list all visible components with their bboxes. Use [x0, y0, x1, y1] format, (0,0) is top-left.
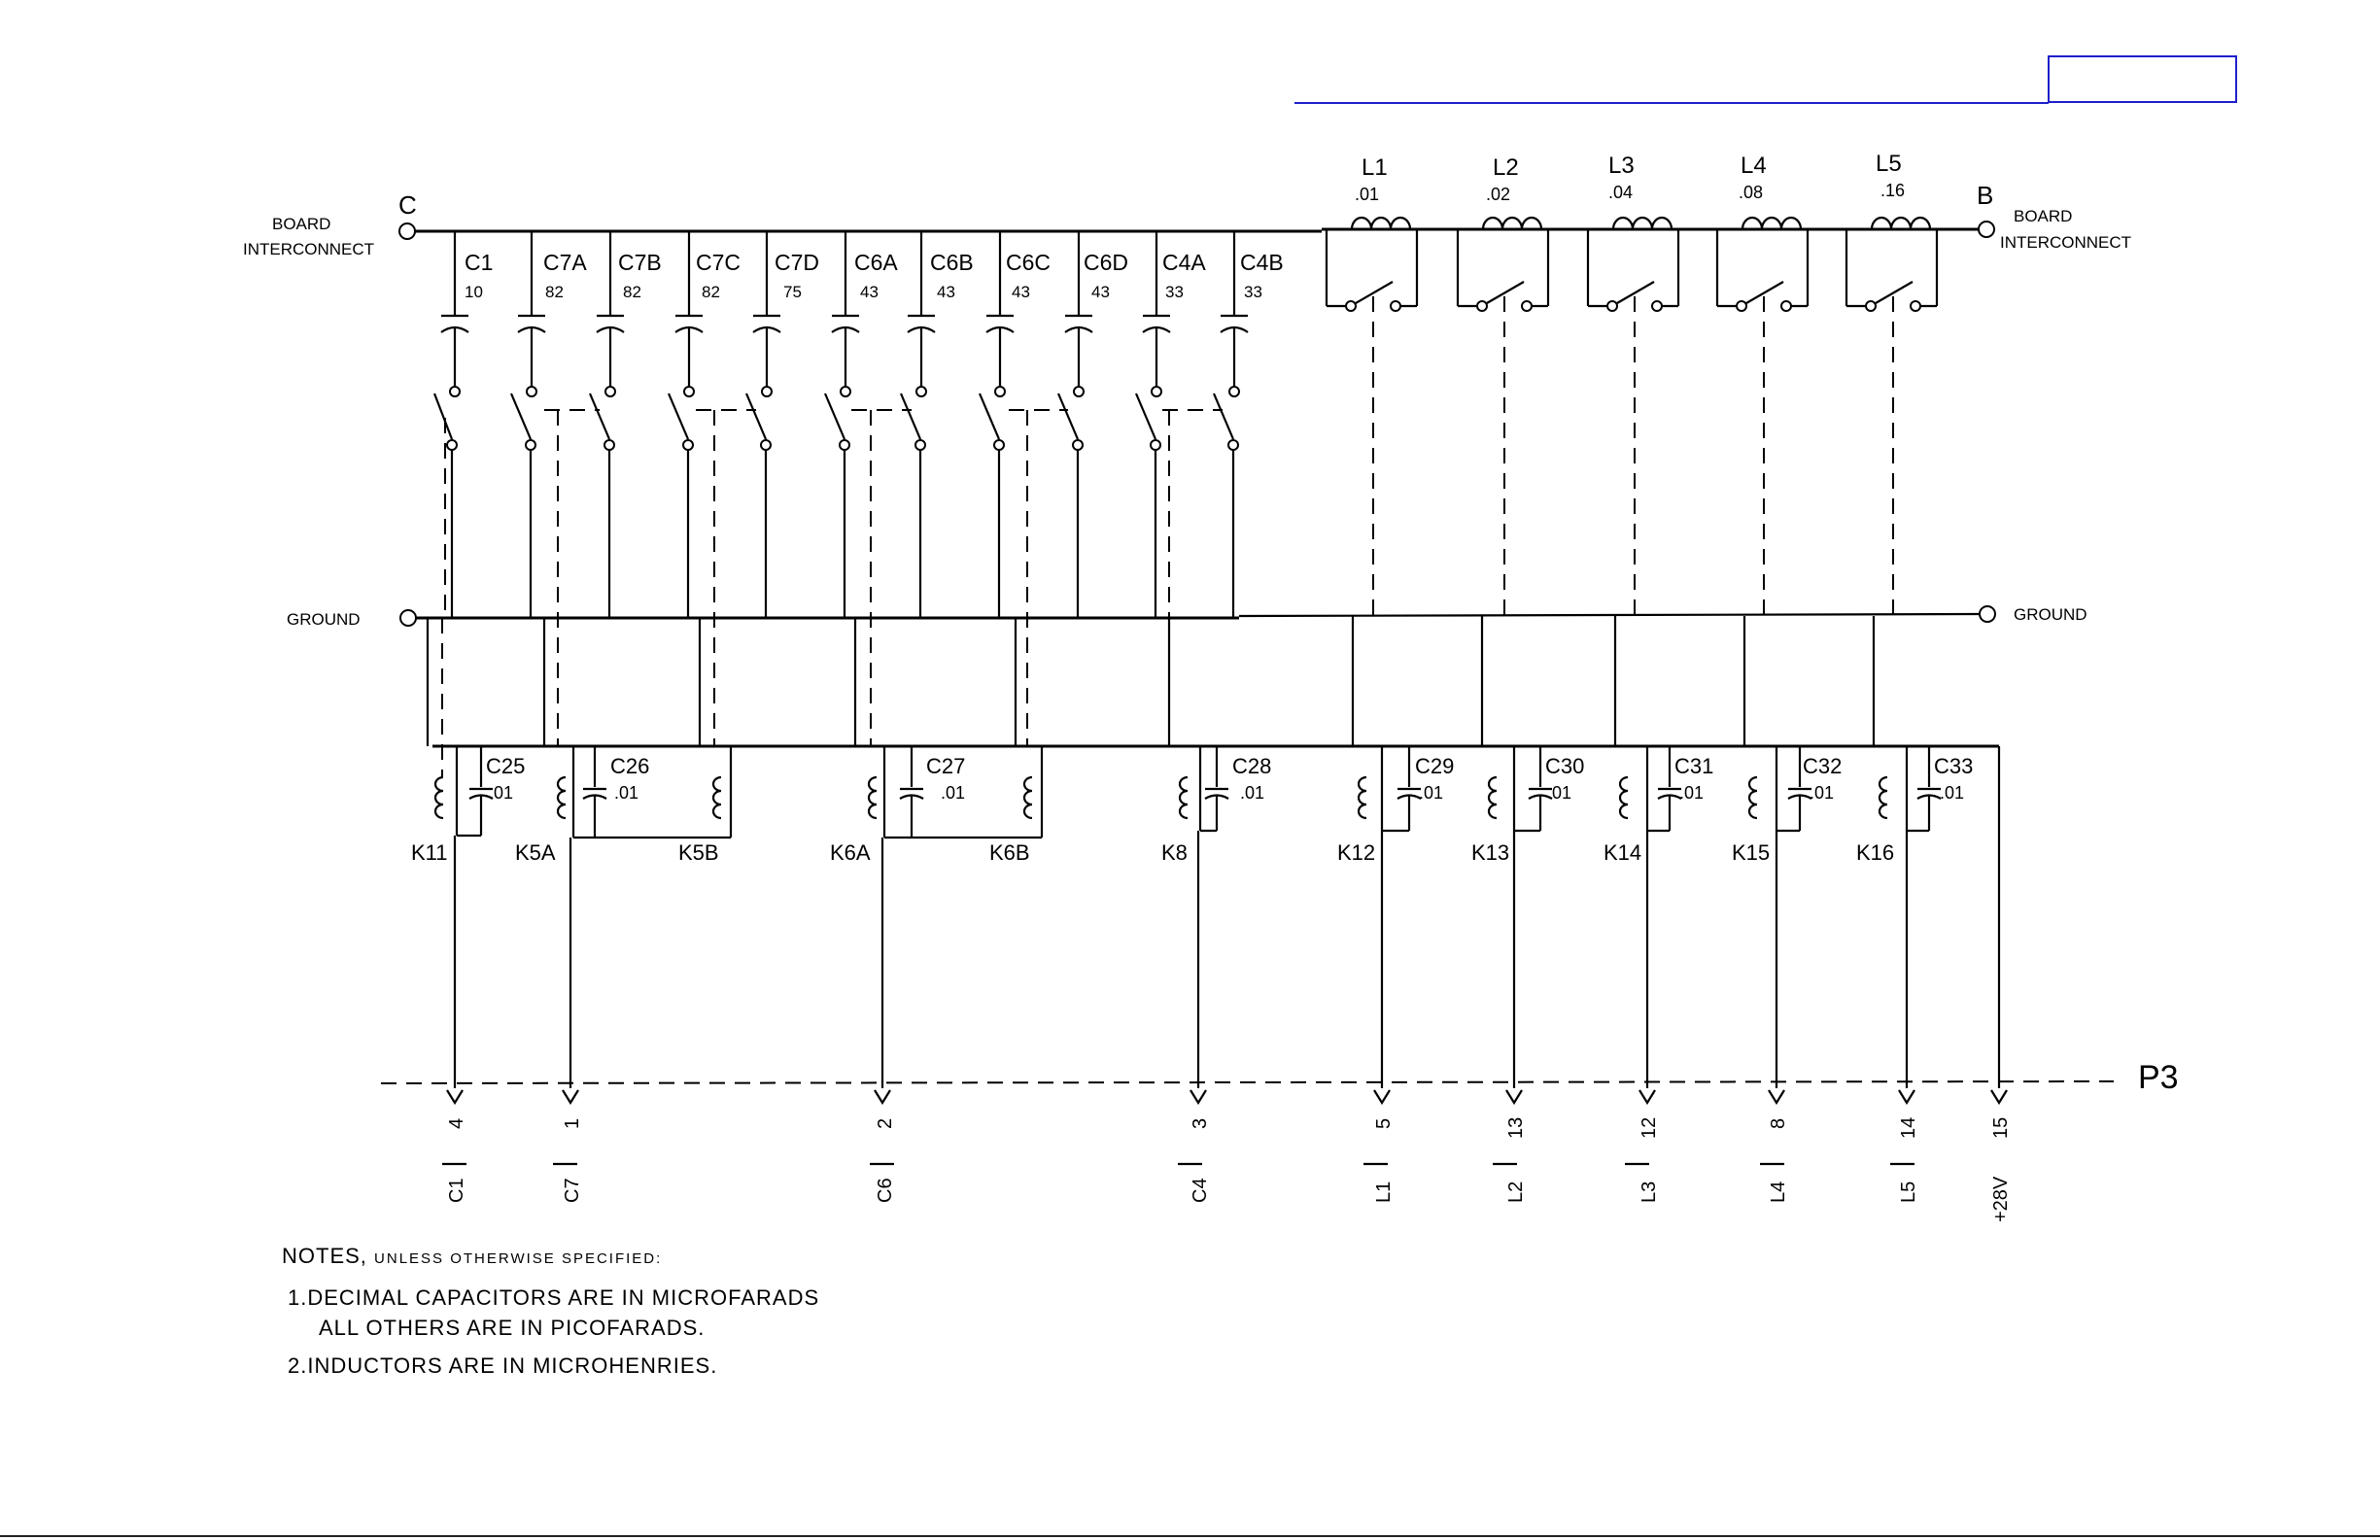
relay-k16 [1856, 616, 1973, 1088]
cap-value-c4a: 33 [1165, 283, 1184, 301]
cap-ref-c6d: C6D [1084, 250, 1129, 275]
relay-cap-value-c27: .01 [941, 783, 966, 803]
pin-number-3: 3 [1190, 1117, 1211, 1129]
capacitor-c7a [511, 231, 587, 618]
cap-ref-c7d: C7D [775, 250, 820, 275]
capacitor-c6b [851, 231, 974, 746]
relay-cap-ref-c25: C25 [486, 754, 526, 778]
relay-ref-k14: K14 [1604, 840, 1642, 865]
notes-heading [282, 1244, 819, 1269]
relay-bank [411, 616, 1999, 1088]
notes-line-1: 1.DECIMAL CAPACITORS ARE IN MICROFARADS [288, 1285, 820, 1310]
capacitor-c1 [434, 231, 493, 618]
terminal-ground-left [400, 610, 416, 626]
pin-number-15: 15 [1990, 1116, 2012, 1139]
capacitor-c7c [669, 231, 741, 618]
ind-ref-l4: L4 [1741, 153, 1767, 179]
ind-ref-l1: L1 [1362, 154, 1388, 181]
relay-cap-ref-c27: C27 [926, 754, 966, 778]
pin-number-1: 1 [562, 1117, 583, 1129]
capacitor-c6a [825, 231, 898, 618]
pin-signal-l4: L4 [1768, 1181, 1789, 1203]
notes-heading-main: NOTES, [282, 1244, 367, 1268]
cap-ref-c4b: C4B [1240, 250, 1284, 275]
pin-signal-c1: C1 [446, 1178, 467, 1203]
pin-number-8: 8 [1768, 1117, 1789, 1129]
ind-ref-l5: L5 [1876, 151, 1902, 177]
cap-value-c7a: 82 [545, 283, 564, 301]
notes-line-1b: ALL OTHERS ARE IN PICOFARADS. [319, 1316, 706, 1340]
pin-signal-c4: C4 [1190, 1178, 1211, 1203]
capacitor-c6c [980, 231, 1051, 618]
pin-4-c1 [442, 1090, 467, 1203]
relay-cap-ref-c33: C33 [1934, 754, 1974, 778]
pin-13-l2 [1493, 1090, 1527, 1203]
cap-value-c6b: 43 [937, 283, 955, 301]
relay-cap-ref-c32: C32 [1803, 754, 1843, 778]
pin-2-c6 [870, 1090, 896, 1203]
relay-cap-ref-c30: C30 [1545, 754, 1585, 778]
inductor-bank [1327, 151, 1937, 618]
pin-5-l1 [1363, 1090, 1395, 1203]
capacitor-bank [434, 231, 1284, 746]
cap-ref-c6a: C6A [854, 250, 898, 275]
capacitor-c4a [1136, 231, 1206, 618]
cap-ref-c7c: C7C [696, 250, 742, 275]
ind-value-l2: .02 [1486, 185, 1511, 204]
pin-signal-l1: L1 [1373, 1181, 1395, 1203]
relay-k6 [830, 618, 1042, 1088]
pin-number-13: 13 [1505, 1116, 1527, 1139]
relay-ref-k8: K8 [1161, 840, 1188, 865]
capacitor-c7d [696, 231, 819, 746]
pin-number-5: 5 [1373, 1117, 1395, 1129]
pin-3-c4 [1178, 1090, 1211, 1203]
relay-ref-k11: K11 [411, 840, 448, 865]
capacitor-c6d [1009, 231, 1128, 746]
right-interconnect-label: INTERCONNECT [2000, 233, 2132, 252]
notes-heading-qualifier: UNLESS OTHERWISE SPECIFIED: [374, 1250, 663, 1267]
pin-15-28v [1990, 1090, 2012, 1222]
cap-ref-c6b: C6B [930, 250, 974, 275]
relay-k14 [1604, 616, 1713, 1088]
left-board-label: BOARD [272, 215, 331, 233]
relay-cap-value-c28: .01 [1240, 783, 1265, 803]
relay-ref-k6a: K6A [830, 840, 871, 865]
relay-ref-k13: K13 [1471, 840, 1510, 865]
connector-p3-boundary [381, 1081, 2114, 1083]
cap-value-c1: 10 [465, 283, 483, 301]
pin-number-12: 12 [1638, 1116, 1660, 1139]
relay-cap-ref-c29: C29 [1415, 754, 1455, 778]
cap-ref-c7a: C7A [543, 250, 587, 275]
notes-line-2: 2.INDUCTORS ARE IN MICROHENRIES. [288, 1353, 718, 1378]
relay-cap-value-c31: .01 [1679, 783, 1705, 803]
pin-number-14: 14 [1898, 1116, 1919, 1139]
pin-signal-l2: L2 [1505, 1181, 1527, 1203]
terminal-b [1979, 222, 1994, 237]
relay-k11 [411, 618, 525, 1088]
right-ground-label: GROUND [2014, 605, 2087, 624]
capacitor-c4b [1162, 231, 1284, 746]
connector-pins [442, 1090, 2012, 1222]
ind-value-l5: .16 [1880, 181, 1906, 200]
capacitor-c7b [544, 231, 662, 746]
relay-k13 [1471, 616, 1584, 1088]
node-c-label: C [398, 190, 417, 220]
connector-p3-label: P3 [2138, 1059, 2179, 1096]
left-interconnect-label: INTERCONNECT [243, 240, 375, 258]
page-bottom-rule [0, 1535, 2380, 1537]
pin-signal-l3: L3 [1638, 1181, 1660, 1203]
inductor-l3 [1588, 153, 1678, 618]
inductor-l4 [1717, 153, 1808, 618]
ind-value-l1: .01 [1355, 185, 1380, 204]
relay-ref-k5a: K5A [515, 840, 556, 865]
relay-cap-value-c26: .01 [614, 783, 639, 803]
relay-cap-value-c25: .01 [489, 783, 514, 803]
pin-number-4: 4 [446, 1117, 467, 1129]
pin-8-l4 [1760, 1090, 1789, 1203]
ind-value-l3: .04 [1608, 183, 1634, 202]
pin-signal-c7: C7 [562, 1178, 583, 1203]
pin-12-l3 [1625, 1090, 1660, 1203]
cap-value-c6a: 43 [860, 283, 879, 301]
notes-block [282, 1244, 819, 1381]
inductor-l2 [1458, 154, 1548, 618]
relay-ref-k12: K12 [1337, 840, 1376, 865]
relay-ref-k6b: K6B [989, 840, 1030, 865]
relay-ref-k5b: K5B [678, 840, 719, 865]
cap-ref-c4a: C4A [1162, 250, 1206, 275]
cap-ref-c1: C1 [465, 250, 494, 275]
cap-value-c4b: 33 [1244, 283, 1262, 301]
relay-cap-ref-c31: C31 [1674, 754, 1714, 778]
ind-value-l4: .08 [1739, 183, 1764, 202]
relay-k5 [515, 618, 731, 1088]
node-b-label: B [1977, 181, 1994, 210]
relay-ref-k15: K15 [1732, 840, 1771, 865]
relay-cap-ref-c28: C28 [1232, 754, 1272, 778]
pin-signal-c6: C6 [875, 1178, 896, 1203]
terminal-c [399, 223, 415, 239]
terminal-ground-right [1980, 606, 1995, 622]
inductor-l5 [1846, 151, 1937, 618]
relay-k15 [1732, 616, 1842, 1088]
relay-cap-value-c30: .01 [1547, 783, 1572, 803]
relay-k8 [1161, 618, 1271, 1088]
cap-value-c7b: 82 [623, 283, 641, 301]
pin-signal-l5: L5 [1898, 1181, 1919, 1203]
pin-14-l5 [1890, 1090, 1919, 1203]
pin-signal-28v: +28V [1990, 1176, 2012, 1222]
inductor-l1 [1327, 154, 1417, 618]
cap-value-c7c: 82 [702, 283, 720, 301]
ind-ref-l2: L2 [1493, 154, 1519, 181]
left-ground-label: GROUND [287, 610, 361, 629]
cap-value-c7d: 75 [783, 283, 802, 301]
relay-cap-value-c33: .01 [1940, 783, 1965, 803]
relay-cap-value-c32: .01 [1810, 783, 1835, 803]
relay-cap-value-c29: .01 [1419, 783, 1444, 803]
cap-value-c6d: 43 [1091, 283, 1110, 301]
relay-k12 [1337, 616, 1454, 1088]
cap-ref-c6c: C6C [1006, 250, 1052, 275]
ground-bus-right [1239, 614, 1980, 616]
relay-ref-k16: K16 [1856, 840, 1895, 865]
relay-cap-ref-c26: C26 [610, 754, 650, 778]
right-board-label: BOARD [2014, 207, 2073, 225]
ind-ref-l3: L3 [1608, 153, 1635, 179]
cap-value-c6c: 43 [1012, 283, 1030, 301]
pin-1-c7 [553, 1090, 583, 1203]
pin-number-2: 2 [875, 1117, 896, 1129]
cap-ref-c7b: C7B [618, 250, 662, 275]
